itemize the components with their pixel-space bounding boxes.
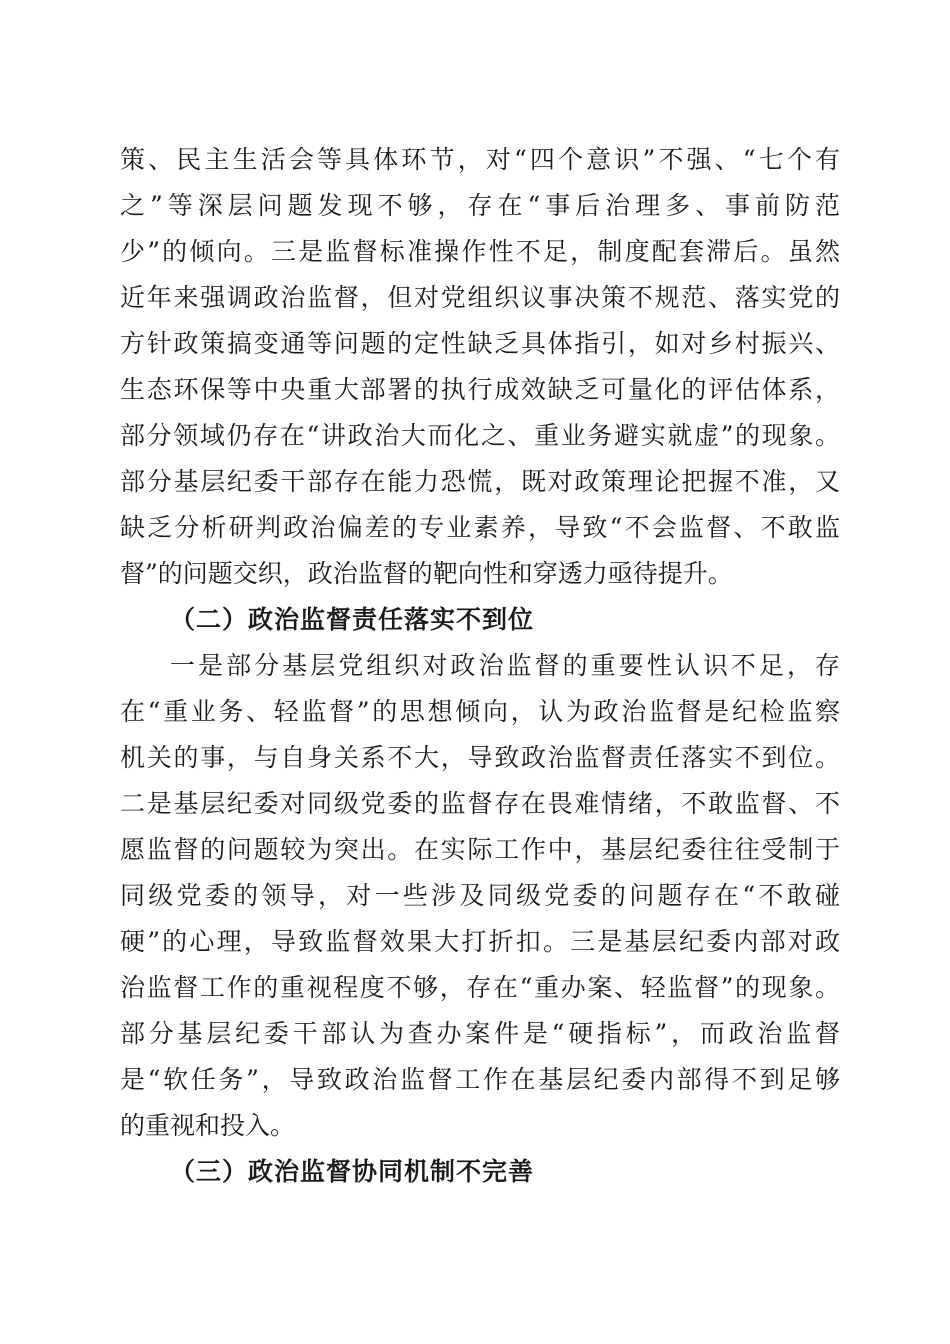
paragraph-line: 二是基层纪委对同级党委的监督存在畏难情绪，不敢监督、不 <box>120 789 840 818</box>
paragraph-line: 是“软任务”，导致政治监督工作在基层纪委内部得不到足够 <box>120 1065 840 1094</box>
paragraph-line: 的重视和投入。 <box>120 1111 296 1140</box>
paragraph-line: 治监督工作的重视程度不够，存在“重办案、轻监督”的现象。 <box>120 973 840 1002</box>
paragraph-line: 愿监督的问题较为突出。在实际工作中，基层纪委往往受制于 <box>120 835 840 864</box>
paragraph-line: 硬”的心理，导致监督效果大打折扣。三是基层纪委内部对政 <box>120 927 840 956</box>
paragraph-line: 之”等深层问题发现不够，存在“事后治理多、事前防范 <box>120 191 840 220</box>
paragraph-line: 一是部分基层党组织对政治监督的重要性认识不足，存 <box>170 651 840 680</box>
paragraph-line: 部分基层纪委干部认为查办案件是“硬指标”，而政治监督 <box>120 1019 840 1048</box>
paragraph-line: 方针政策搞变通等问题的定性缺乏具体指引，如对乡村振兴、 <box>120 329 840 358</box>
paragraph-line: 近年来强调政治监督，但对党组织议事决策不规范、落实党的 <box>120 283 840 312</box>
paragraph-line: 机关的事，与自身关系不大，导致政治监督责任落实不到位。 <box>120 743 840 772</box>
paragraph-line: 缺乏分析研判政治偏差的专业素养，导致“不会监督、不敢监 <box>120 513 840 542</box>
paragraph-line: 部分领域仍存在“讲政治大而化之、重业务避实就虚”的现象。 <box>120 421 840 450</box>
paragraph-line: 少”的倾向。三是监督标准操作性不足，制度配套滞后。虽然 <box>120 237 840 266</box>
paragraph-line: 生态环保等中央重大部署的执行成效缺乏可量化的评估体系， <box>120 375 840 404</box>
paragraph-line: 同级党委的领导，对一些涉及同级党委的问题存在“不敢碰 <box>120 881 840 910</box>
section-heading: （二）政治监督责任落实不到位 <box>170 605 535 634</box>
paragraph-line: 策、民主生活会等具体环节，对“四个意识”不强、“七个有 <box>120 145 840 174</box>
section-heading: （三）政治监督协同机制不完善 <box>170 1157 535 1186</box>
paragraph-line: 督”的问题交织，政治监督的靶向性和穿透力亟待提升。 <box>120 559 733 588</box>
paragraph-line: 在“重业务、轻监督”的思想倾向，认为政治监督是纪检监察 <box>120 697 840 726</box>
paragraph-line: 部分基层纪委干部存在能力恐慌，既对政策理论把握不准，又 <box>120 467 840 496</box>
